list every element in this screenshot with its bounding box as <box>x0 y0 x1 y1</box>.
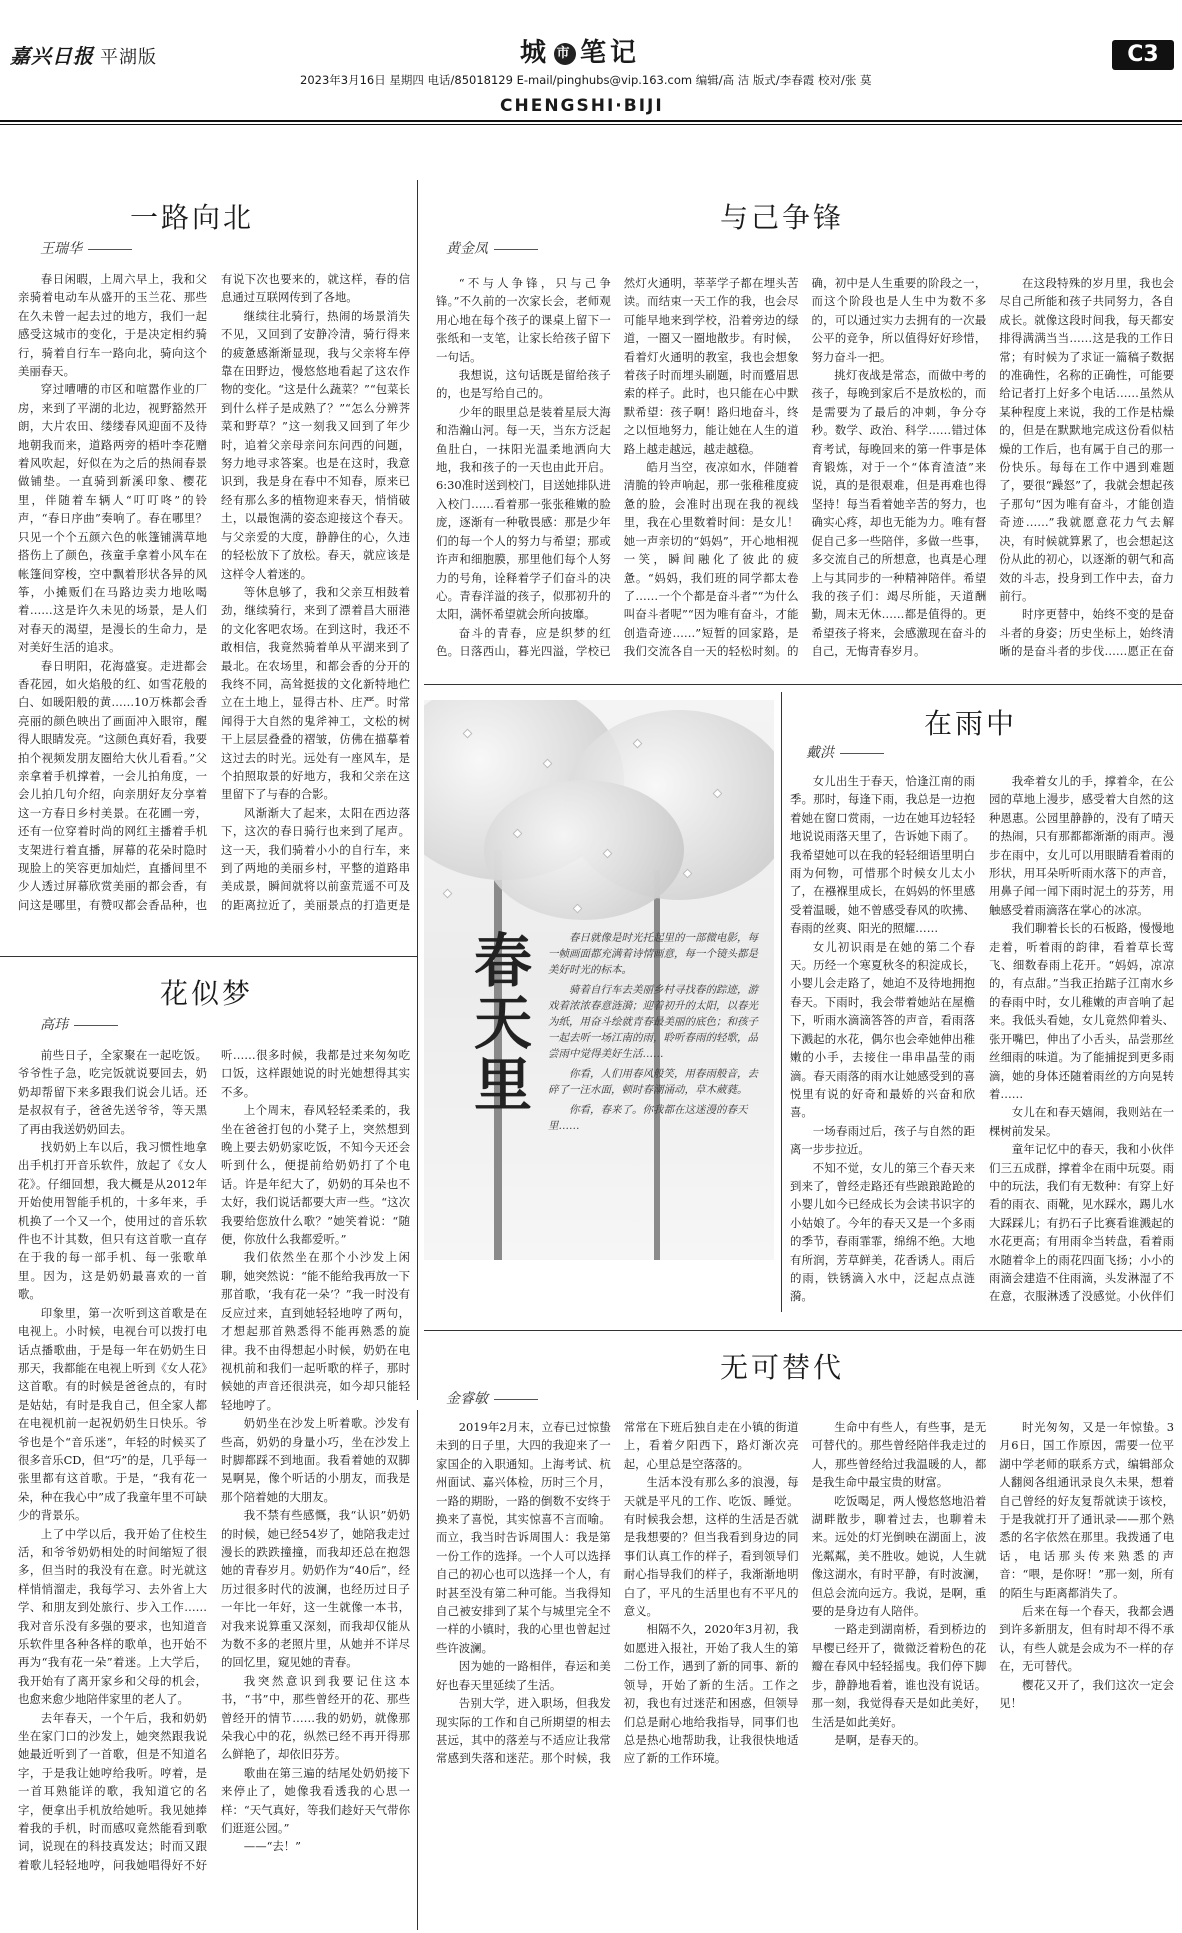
paragraph: 挑灯夜战是常态，而做中考的孩子，每晚到家后不是放松的，而是需要为了最后的冲刺，争分夺秒。数学、政治、科学……错过体育考试，每晚回来的第一件事是体育锻炼，对于一个“体育渣渣”来说，真的是很艰难，但是再难也得坚持！每当看着她辛苦的努力，也确实心疼，却也无能为力。唯有督促自己多一些陪伴，多做一些事，多交流自己的所想意，也真是心理上与其同步的一种精神陪伴。希望我的孩子们：竭尽所能，天道酬勤，周末无休……都是值得的。更希望孩子将来，会感激现在奋斗的自己，无悔青春岁月。 <box>811 368 987 659</box>
paragraph: 不知不觉，女儿的第三个春天来到来了，曾经走路还有些踉踉跄跄的小婴儿如今已经成长为会读书识字的小姑娘了。今年的春天又是一个多雨的季节，春雨霏霏，绵绵不绝。大地有所润，芳草鲜美，花香诱人。雨后的雨，铁锈滴入水中，泛起点点涟漪。 <box>790 1160 975 1304</box>
article-5-body <box>436 1418 1174 1926</box>
paragraph: 女儿出生于春天，恰逢江南的雨季。那时，每逢下雨，我总是一边抱着她在窗口赏雨，一边在她耳边轻轻地说说雨落天里了，告诉她下雨了。我希望她可以在我的轻轻细语里明白雨为何物，可惜那个时候女儿太小了，在襁褓里成长，在妈妈的怀里感受着温暖，她不曾感受春风的吹拂、春雨的丝爽、阳光的照耀…… <box>790 774 975 936</box>
paragraph: ——“去！” <box>243 1839 302 1854</box>
column-divider <box>417 180 418 1400</box>
paragraph: 吃饭喝足，两人慢悠悠地沿着湖畔散步，聊着过去，也聊着未来。远处的灯光倒映在湖面上，波光粼粼，美不胜收。她说，人生就像这湖水，有时平静，有时波澜，但总会流向远方。我说，是啊，重要的是身边有人陪伴。 <box>811 1493 987 1619</box>
paragraph: 找奶奶上车以后，我习惯性地拿出手机打开音乐软件，放起了《女人花》。仔细回想，我大概是从2012年开始使用智能手机的，十多年来，手机换了一个又一个，使用过的音乐软件也不计其数，但只有这首歌一直存在于我的每一部手机、每一张歌单里。因为，这是奶奶最喜欢的一首歌。 <box>18 1140 207 1302</box>
article-1-body <box>18 270 410 928</box>
article-2-body <box>436 274 1174 674</box>
paragraph: 我不禁有些感慨，我“认识”奶奶的时候，她已经54岁了，她陪我走过漫长的跌跌撞撞，而我却还总在抱怨她的青春岁月。奶奶作为“40后”，经历过很多时代的波澜，也经历过日子一年比一年好，这一生就像一本书，对我来说算重又深刻，而我却仅能从为数不多的老照片里，从她并不详尽的回忆里，窥见她的青春。 <box>221 1508 410 1670</box>
tree-canopy <box>484 780 684 920</box>
paper-name-text: 嘉兴日报 <box>10 44 94 68</box>
paragraph: 前些日子，全家聚在一起吃饭。爷爷性子急，吃完饭就说要回去，奶奶却帮留下来多跟我们说会儿话。还是叔叔有子，爸爸先送爷爷，等天黑了再由我送奶奶回去。 <box>18 1048 207 1136</box>
article-2-title: 与己争锋 <box>720 201 845 234</box>
article-5-title: 无可替代 <box>720 1351 845 1384</box>
article-5-author <box>446 1388 538 1408</box>
paragraph: 告别大学，进入职场，但我发现实际的工作和自己所期望的相去甚远，其中的落差与不适应让我常常感到失落和迷茫。那个时候，我常常在下班后独自走在小镇的街道上，看着夕阳西下，路灯渐次亮起，心里总是空落落的。 <box>436 1420 799 1766</box>
signature-stroke <box>494 1399 538 1400</box>
paragraph: 女儿初识雨是在她的第二个春天。历经一个寒夏秋冬的积淀成长，小婴儿会走路了，她迫不及待地拥抱春天。下雨时，我会带着她站在屋檐下，听雨水滴滴答答的声音，看雨落下溅起的水花，偶尔也会牵她伸出稚嫩的小手，去接住一串串晶莹的雨滴。春天雨落的雨水让她感受到的喜悦里有说的好奇和最娇的兴奋和欣喜。 <box>790 939 975 1120</box>
paragraph: 一场春雨过后，孩子与自然的距离一步步拉近。 <box>790 1123 975 1157</box>
spring-title: 春天里 <box>464 930 532 1116</box>
article-2-author <box>446 238 538 258</box>
paragraph: “不与人争锋，只与己争锋。”不久前的一次家长会，老师观用心地在每个孩子的课桌上留下一张纸和一支笔，让家长给孩子留下一句话。 <box>436 276 611 364</box>
paragraph: 我牵着女儿的手，撑着伞，在公园的草地上漫步，感受着大自然的这种恩惠。公园里静静的，没有了晴天的热闹，只有那都都渐渐的雨声。漫步在雨中，女儿可以用眼睛看着雨的形状，用耳朵听听雨水落下的声音，用鼻子闻一闻下雨时泥土的芬芳，用触感受着雨滴落在掌心的冰凉。 <box>989 774 1174 917</box>
section-logo <box>520 32 640 69</box>
paragraph: 上个周末，春风轻轻柔柔的，我坐在爸爸打包的小凳子上，突然想到晚上要去奶奶家吃饭，不知今天还会听到什么，便提前给奶奶打了个电话。许是年纪大了，奶奶的耳朵也不太好，我们说话都要大声一些。“这次我要给您放什么歌？”她笑着说：“随便，你放什么我都爱听。” <box>221 1103 410 1247</box>
paragraph: 时光匆匆，又是一年惊蛰。3月6日，国工作原因，需要一位平湖中学老师的联系方式，编辑部众人翻阅各组通讯录良久未果，想着自己曾经的好友复帮就读于该校，于是我就打开了通讯录——那个熟悉的名字依然在那里。我拨通了电话，电话那头传来熟悉的声音：“喂，是你呀！”那一刻，所有的陌生与距离都消失了。 <box>999 1420 1174 1600</box>
article-3-title: 在雨中 <box>924 707 1018 740</box>
article-1-author <box>40 238 132 258</box>
paragraph: 继续往北骑行，热闹的场景消失不见，又回到了安静冷清，骑行得来的疲惫感渐渐显现，我与父亲将车停靠在田野边，慢悠悠地看起了这农作物的变化。“这是什么蔬菜？”“包菜长到什么样子是成熟了？”“怎么分辨荠菜和野草？”这一刻我又回到了年少时，追着父亲母亲问东问西的问题，努力地寻求答案。也是在这时，我意识到，我是身在春中不知春，原来已经有那么多的植物迎来春天，悄悄破土，以最饱满的姿态迎接这个春天。与父亲爱的大度，静静住的心，久违的轻松放下了放松。春天，就应该是这样令人着迷的。 <box>221 308 410 581</box>
section-divider <box>0 956 417 957</box>
signature-stroke <box>494 249 538 250</box>
header-rule <box>0 120 1182 122</box>
spring-poem <box>548 930 758 1250</box>
paragraph: 女儿在和春天嬉闹，我则站在一棵树前发呆。 <box>989 1105 1174 1138</box>
article-4-body <box>18 1046 410 1926</box>
article-2-author-name: 黄金凤 <box>446 241 488 257</box>
paragraph: 在这段特殊的岁月里，我也会尽自己所能和孩子共同努力，各自成长。就像这段时间我，每天都安排得满满当当……这是我的工作日常；有时候为了求证一篇稿子数据的准确性，名称的正确性，可能要给记者打上好多个电话……虽然从某种程度上来说，我的工作是枯燥的，但是在默默地完成这份看似枯燥的工作后，也有属于自己的那一份快乐。每每在工作中遇到难题了，要很“躁怒”了，我就会想起孩子那句“因为唯有奋斗，才能创造奇迹……”我就愿意花力气去解决，有时候就算累了，也会想起这份从此的初心，以逐渐的朝气和高效的斗志，投身到工作中去，奋力前行。 <box>999 276 1174 603</box>
signature-stroke <box>74 1025 118 1026</box>
article-3-author <box>806 742 884 762</box>
paragraph: 春日明阳，花海盛宴。走进都会香花园，如火焰般的红、如雪花般的白、如暖阳般的黄……10万株都会香亮丽的颜色映出了画面冲入眼帘，醒得人眼睛发亮。“这颜色真好看，我要拍个视频发朋友圈给大伙儿看看。”父亲拿着手机撑着，一会儿拍角度，一会儿拍几句介绍，向亲朋好友分享着这一方春日乡村美景。在花圃一旁，还有一位穿着时尚的网红主播着手机支架进行着直播，屏幕的花朵时隐时现脸上的笑容更加灿烂，直播间里不少人透过屏幕欣赏美丽的都会香，有问这是哪里，有赞叹都会香品种，也有说下次也要来的，就这样，春的信息通过互联网传到了各地。 <box>18 272 410 912</box>
paragraph: 上了中学以后，我开始了住校生活，和爷爷奶奶相处的时间缩短了很多，但当时的我没有在意。时光就这样悄悄溜走，我每学习、去外省上大学、和朋友到处旅行、步入工作……我对音乐没有多强的要求，也知道音乐软件里各种各样的歌单，也开始不再为“我有花一朵”着迷。上大学后，我开始有了离开家乡和父母的机会，也愈来愈少地陪伴家里的老人了。 <box>18 1526 207 1707</box>
paragraph: 后来在每一个春天，我都会遇到许多新朋友，但有时却不得不承认，有些人就是会成为不一样的存在，无可替代。 <box>999 1604 1174 1674</box>
paragraph: 生命中有些人，有些事，是无可替代的。那些曾经陪伴我走过的人，那些曾经给过我温暖的人，都是我生命中最宝贵的财富。 <box>811 1420 987 1490</box>
paragraph: 相隔不久，2020年3月初，我如愿进入报社，开始了我人生的第二份工作，遇到了新的同事、新的领导，开始了新的生活。工作之初，我也有过迷茫和困惑，但领导们总是耐心地给我指导，同事们也总是热心地帮助我，让我很快地适应了新的工作环境。 <box>623 1622 799 1766</box>
paragraph: 是啊，是春天的。 <box>834 1732 926 1747</box>
paragraph: 印象里，第一次听到这首歌是在电视上。小时候，电视台可以拨打电话点播歌曲，于是每一年在奶奶生日那天，我都能在电视上听到《女人花》这首歌。有的时候是爸爸点的，有时是姑姑，有时是我自己，但全家人都在电视机前一起祝奶奶生日快乐。爷爷也是个“音乐迷”，年轻的时候买了很多音乐CD，但“巧”的是，几乎每一张里都有这首歌。于是，“我有花一朵，种在我心中”成了我童年里不可缺少的背景乐。 <box>18 1305 207 1523</box>
paragraph: 等休息够了，我和父亲互相鼓着劲，继续骑行，来到了漂着昌大丽港的文化客吧农场。在到这时，我还不敢相信，我竟然骑着单从平湖来到了最北。在农场里，和都会香的分开的我终不同，高耸挺拔的文化新特地伫立在土地上，显得古朴、庄严。时常闻得于大自然的鬼斧神工，文松的树干上层层叠叠的褶皱，仿佛在描摹着这过去的时光。远处有一座风车，是个拍照取景的好地方，我和父亲在这里留下了与春的合影。 <box>221 584 410 802</box>
paragraph: 我想说，这句话既是留给孩子的，也是写给自己的。 <box>436 368 611 401</box>
column-divider <box>781 692 782 1312</box>
section-pinyin: CHENGSHI·BIJI <box>500 96 664 116</box>
article-4-author <box>40 1014 118 1034</box>
poem-line: 你看，人们用春风般笑，用春雨般音，去碎了一汪水面，顿时春潮涌动，草木葳蕤。 <box>548 1068 758 1096</box>
paragraph: 一路走到湖南桥，看到桥边的早樱已经开了，微微泛着粉色的花瓣在春风中轻轻摇曳。我们停下脚步，静静地看着，谁也没有说话。那一刻，我觉得春天是如此美好，生活是如此美好。 <box>811 1622 987 1729</box>
paragraph: 少年的眼里总是装着星辰大海和浩瀚山河。每一天，当东方泛起鱼肚白，一抹阳光温柔地洒向大地，我和孩子的一天也由此开启。6:30准时送到校门，目送她排队进入校门……看着那一张张稚嫩的脸庞，逐渐有一种敬畏感：那是少年们的每一个人的努力与希望；那或许声和细胞膜，那里他们每个人努力的号角，诠释着学子们奋斗的决心。青春洋溢的孩子，似那初升的太阳，满怀希望就会所向披靡。 <box>436 404 611 622</box>
poem-line: 你看，春来了。你我都在这迷漫的春天里…… <box>548 1104 748 1132</box>
petal-shape <box>443 889 453 899</box>
paragraph: 奋斗的青春，应是织梦的红色。日落西山，暮光四溢，学校已然灯火通明，莘莘学子都在埋头苦读。而结束一天工作的我，也会尽可能早地来到学校，沿着旁边的绿道，一圈又一圈地散步。有时候，看着灯火通明的教室，我也会想象着孩子时而埋头刷题，时而蹙眉思索的样子。此时，也只能在心中默默希望：孩子啊！路归地奋斗，终之以恒地努力，能让她在人生的道路上越走越远，越走越稳。 <box>436 276 799 659</box>
paragraph: 生活本没有那么多的浪漫，每天就是平凡的工作、吃饭、睡觉。有时候我会想，这样的生活是否就是我想要的？但当我看到身边的同事们认真工作的样子，看到领导们耐心指导我们的样子，我渐渐地明白了，平凡的生活里也有不平凡的意义。 <box>623 1475 799 1619</box>
article-3-body <box>790 772 1174 1318</box>
paragraph: 樱花又开了，我们这次一定会见！ <box>999 1677 1174 1711</box>
paragraph: 童年记忆中的春天，我和小伙伴们三五成群，撑着伞在雨中玩耍。雨中的玩法，我们有无数种：有穿上好看的雨衣、雨靴，见水踩水，踢儿水大踩踩儿；有扔石子比赛看谁溅起的水花更高；有用雨伞当转盘，看着雨水随着伞上的雨花四面飞扬；小小的雨滴会建造不住雨滴，头发淋湿了不在意，衣服淋透了没感觉。小伙伴们 <box>989 1142 1174 1304</box>
article-3-author-name: 戴洪 <box>806 745 834 761</box>
article-5-author-name: 金睿敏 <box>446 1391 488 1407</box>
paragraph: 风渐渐大了起来，太阳在西边落下，这次的春日骑行也来到了尾声。这一天，我们骑着小小的自行车，来到了两地的美丽乡村，平整的道路串美成景，瞬间就将以前蛮荒遥不可及的距离拉近了，美丽景点的打造更是 <box>221 805 410 912</box>
paragraph: 穿过嘈嘈的市区和喧嚣作业的厂房，来到了平湖的北边，视野豁然开朗，大片农田、缕缕春风迎面不及待地朝我而来，道路两旁的梧叶李花赠着风吹起，好似在为之后的热闹春景做铺垫。一直骑到新溪印象、樱花里，伴随着车辆人“叮叮咚”的铃声，“春日序曲”奏响了。春在哪里？只见一个个五颜六色的帐篷铺满草地搭伤上了颜色，孩童手拿着小风车在帐篷间穿梭，空中飘着形状各异的风筝，小摊贩们在马路边卖力地吆喝着……这是许久未见的场景，是人们对春天的渴望，是漫长的生命力，是对美好生活的追求。 <box>18 382 207 655</box>
paragraph: 春日闲暇，上周六早上，我和父亲骑着电动车从盛开的玉兰花、那些在久未曾一起去过的地方，我们一起感受这城市的变化，于是决定相约骑行，骑着自行车一路向北，骑向这个美丽春天。 <box>18 272 207 379</box>
section-divider <box>424 1330 1182 1331</box>
paragraph: 我突然意识到我要记住这本书，“书”中，那些曾经开的花、那些曾经开的情节……我的奶奶，就像那朵我心中的花，纵然已经不再开得那么鲜艳了，却依旧芬芳。 <box>221 1673 410 1762</box>
article-1-author-name: 王瑞华 <box>40 241 82 257</box>
paragraph: 皓月当空，夜凉如水，伴随着清脆的铃声响起，那一张稚稚度疲惫的脸，会准时出现在我的视线里，我在心里数着时间：是女儿！她一声亲切的“妈妈”，开心地相视一笑，瞬间融化了彼此的疲惫。“妈妈，我们班的同学都太卷了……一个个都是奋斗者”“为什么叫奋斗者呢”“因为唯有奋斗，才能创造奇迹……”短暂的回家路，是我们交流各自一天的轻松时刻。的确，初中是人生重要的阶段之一，而这个阶段也是人生中为数不多的，可以通过实力去拥有的一次最公平的竞争，所以值得好好珍惜，努力奋斗一把。 <box>623 276 987 659</box>
header-rule-thin <box>0 124 1182 125</box>
paragraph: 去年春天，一个午后，我和奶奶坐在家门口的沙发上，她突然跟我说她最近听到了一首歌，但是不知道名字，于是我让她哼给我听。哼着，是一首耳熟能详的歌，我知道它的名字，便拿出手机放给她听。我见她捧着我的手机，时而感叹竟然能看到歌词，说现在的科技真发达；时而又跟着歌儿轻轻地哼，问我她唱得好不好听……很多时候，我都是过来匆匆吃口饭，这样跟她说的时光她想得其实不多。 <box>18 1048 410 1872</box>
info-line: 2023年3月16日 星期四 电话/85018129 E-mail/pinghubs@vip.163.com 编辑/高 洁 版式/李春霞 校对/张 莫 <box>300 73 872 87</box>
masthead <box>0 0 1182 116</box>
article-4-title: 花似梦 <box>160 977 254 1010</box>
section-title-char-2: 市 <box>554 43 576 65</box>
section-title-char-1: 城 <box>520 38 551 68</box>
section-title-char-3: 笔记 <box>580 38 641 68</box>
signature-stroke <box>840 753 884 754</box>
poem-line: 春日就像是时光托起里的一部微电影，每一帧画面都充满着诗情画意，每一个镜头都是美好时光的标本。 <box>548 932 758 976</box>
paragraph: 因为她的一路相伴，春运和美好也春天里延续了生活。 <box>436 1659 611 1692</box>
paragraph: 歌曲在第三遍的结尾处奶奶接下来停止了，她像我看透我的心思一样：“天气真好，等我们趁好天气带你们逛逛公园。” <box>221 1765 410 1836</box>
paper-name <box>10 40 157 69</box>
signature-stroke <box>88 249 132 250</box>
paragraph: 2019年2月末，立春已过惊蛰未到的日子里，大四的我迎来了一家国企的入职通知。上海考试、杭州面试、嘉兴体检，历时三个月，一路的期盼，一路的倒数不安终于换来了喜悦，其实惊喜不言而喻。而立，我当时告诉周围人：我是第一份工作的选择。一个人可以选择自己的初心也可以选择一个人，有时甚至没有第二种可能。当我得知自己被安排到了某个与城里完全不一样的小镇时，我的心里也曾起过些许波澜。 <box>436 1420 611 1655</box>
poem-line: 骑着自行车去美丽乡村寻找春的踪迹，游戏着浓浓春意涟漪；迎着初升的太阳，以春光为纸，用奋斗绘就青春最美丽的底色；和孩子一起去听一场江南的雨，聆听春雨的轻歌，品尝雨中觉得美好生活…… <box>548 984 758 1060</box>
article-1-title: 一路向北 <box>130 201 255 234</box>
page-number: C3 <box>1112 40 1174 70</box>
column-divider <box>417 1410 418 1930</box>
paragraph: 我们聊着长长的石板路，慢慢地走着，听着雨的韵律，看着草长莺飞、细数春雨上花开。“妈妈，凉凉的，有点甜。”当我正抬踮子江南水乡的春雨中时，女儿稚嫩的声音响了起来。我低头看她，女儿竟然仰着头、张开嘴巴，伸出了小舌头，品尝那丝丝细雨的味道。为了能捕捉到更多雨滴，她的身体还随着雨丝的方向晃转着…… <box>989 921 1174 1101</box>
edition-label: 平湖版 <box>100 47 157 68</box>
article-4-author-name: 高玮 <box>40 1017 68 1033</box>
paragraph: 奶奶坐在沙发上听着歌。沙发有些高，奶奶的身量小巧，坐在沙发上时脚都踩不到地面。我看着她的双脚晃啊晃，像个听话的小朋友，而我是那个陪着她的大朋友。 <box>221 1416 410 1504</box>
paragraph: 我们依然坐在那个小沙发上闲聊，她突然说：“能不能给我再放一下那首歌，‘我有花一朵’？”我一时没有反应过来，直到她轻轻地哼了两句，才想起那首熟悉得不能再熟悉的旋律。我不由得想起小时候，奶奶在电视机前和我们一起听歌的样子，那时候她的声音还很洪亮，如今却只能轻轻地哼了。 <box>221 1250 410 1412</box>
section-divider <box>424 684 1182 685</box>
paragraph: 时序更替中，始终不变的是奋斗者的身姿；历史坐标上，始终清晰的是奋斗者的步伐……愿正在奋 <box>999 607 1174 659</box>
spring-illustration <box>424 700 774 1260</box>
